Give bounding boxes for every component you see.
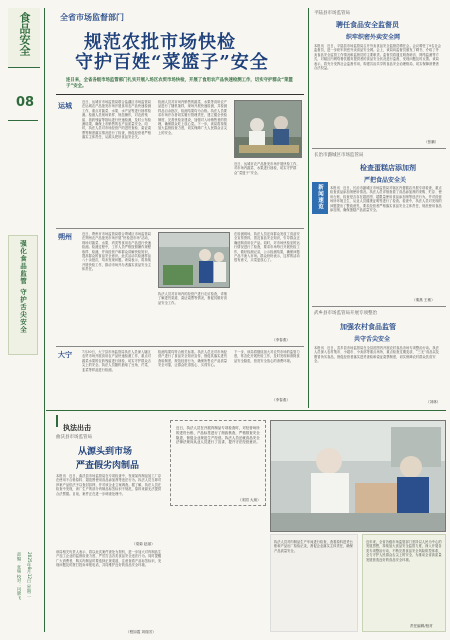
right-divider bbox=[308, 8, 309, 408]
right-rule-2 bbox=[312, 306, 446, 307]
law-quote-byline: （宋国 大朋） bbox=[238, 498, 261, 502]
section-rule bbox=[46, 410, 446, 411]
lead-body-col6: 在检测现场，执法人员还向群众发放了食品安全宣传资料，普及食品安全知识，引导群众正确选购食用农产品。同时，对市场快检室的运行情况进行了检查，要求市场每日开展快检工作，做好检测记录，公示检测结果，确保问题产品不流入市场。群众纷纷表示，这样的活动很有意义，买菜更放心了。 bbox=[234, 232, 300, 263]
byline-law-mid: （梁菊 赵丽） bbox=[132, 542, 155, 546]
right2-byline: （秦燕 王敏） bbox=[412, 298, 435, 302]
lead-intro: 连日来，全省各级市场监管部门扎实开展入场区农贸市场快检，开展了食用农产品快速检测工作，切实守护群众“菜篮子”安全。 bbox=[66, 78, 293, 89]
lead-kicker: 全省市场监督部门 bbox=[60, 13, 124, 22]
right2-body: 本报讯 近日，长治市潞城区市场监管局对辖区内蛋糕店开展专项检查，重点检查食品添加剂使用情况。执法人员详细查看了食品添加剂的采购、贮存、使用台账，检查是否存在超范围、超限量使用食品添加剂等违法行为，并对经营场所环境卫生、从业人员健康证明等进行了检查。检查中，执法人员对发现的问题提出了整改意见，要求经营者严格落实食品安全主体责任，规范使用食品添加剂，确保蛋糕产品质量安全。 bbox=[330, 186, 442, 213]
law-source: 曲沃县市场监管局 bbox=[56, 435, 92, 440]
region-label-1: 运城 bbox=[58, 102, 72, 110]
sidebar-note: 责任编辑/校对 bbox=[410, 624, 433, 628]
right-rule-1 bbox=[312, 148, 446, 149]
right2-title: 检查蛋糕店添加剂 bbox=[360, 164, 416, 172]
byline-1: （李春燕） bbox=[272, 338, 290, 342]
page-number: 08 bbox=[15, 95, 35, 110]
section-banner bbox=[8, 8, 40, 68]
region-label-3: 大宁 bbox=[58, 351, 72, 359]
inspection-lab-photo bbox=[271, 421, 446, 532]
margin-rule bbox=[8, 120, 38, 121]
right3-byline: （刘林） bbox=[426, 400, 441, 404]
right3-source: 武乡县市场监管局开展专项整治 bbox=[314, 311, 377, 316]
right3-subtitle: 共守舌尖安全 bbox=[354, 336, 391, 343]
market-photo bbox=[235, 101, 302, 158]
law-quote: 近日，执法人员在开展肉制品专项检查时，对经营场所的进货台账、产品标签进行了细致核查，严格排查安全隐患，督促企业规范生产经营。执法人员还就食品安全法律法规向从业人员进行了宣讲，提升守法经营意识。 bbox=[176, 426, 260, 445]
region-rule-1 bbox=[56, 228, 304, 229]
right3-body: 本报讯 近日，武乡县市场监管局在全县范围内开展农村食品市场专项整治行动。执法人员深入农村集市、小超市、小卖部等重点场所，重点检查过期变质、“三无”食品以及假冒伪劣食品，督促经营者落实进货查验和索证索票制度，切实保障农村群众饮食安全。 bbox=[314, 346, 440, 364]
vertical-slogan: 强化食品监管 守护舌尖安全 bbox=[8, 235, 38, 355]
lead-rule bbox=[56, 94, 304, 95]
byline-2: （李春燕） bbox=[272, 398, 290, 402]
bottom-caption: 执法人员对肉制品生产车间进行检查，查看原料进货台账和产品出厂检验记录，督促企业落实主体责任，确保产品质量安全。 bbox=[274, 540, 353, 553]
lead-body-col2: 检测人员对市场内销售的蔬菜、水果等食用农产品进行了随机抽样，现场开展快速检测，共检测样品百余批次，检测结果均为合格。执法人员要求市场开办者切实履行管理责任，建立健全快检制度，完善快检室建设，加强对入场销售者的管理，确保群众吃上放心菜。下一步，该局将持续加大监督检查力度，切实保障广大人民群众舌尖上的安全。 bbox=[158, 100, 228, 135]
region-label-2: 朔州 bbox=[58, 233, 72, 241]
right2-subtitle: 严把食品安全关 bbox=[364, 177, 407, 184]
law-body-col2: 该局相关负责人表示，将以此次案件查处为契机，进一步加大对肉制品生产加工企业的监督检查力度，严厉打击各类食品安全违法行为。同时提醒广大消费者，购买肉制品时要选择正规渠道，注意查看产品标签标识，发现问题及时拨打投诉举报电话，共同维护良好的食品安全环境。 bbox=[56, 550, 162, 568]
law-label: 执法出击 bbox=[63, 424, 91, 432]
lead-body-col8: 检测结果均符合相关标准。执法人员还对市场经营户进行了食品安全知识宣传，督促其落实进货查验制度，规范经营行为，确保所售农产品质量安全可靠，让群众吃得放心、买得安心。 bbox=[158, 350, 228, 368]
law-photo bbox=[270, 420, 446, 532]
lead-title-2: 守护百姓“菜篮子”安全 bbox=[75, 52, 269, 73]
lead-body-col1: 近日，运城市市场监管局联合盐湖区市场监管局在运城农产品批发市场开展食用农产品快速检测工作，重点对蔬菜、水果、水产品等进行抽样检测。检测人员现场采样、规范操作，对农药残留、兽药残留等指标进行快速检测，及时公布检测结果，确保上市销售的农产品质量安全。同时，执法人员对市场经营户的进货查验、索证索票等制度落实情况进行了检查，督促经营者严格落实主体责任，从源头把好食品安全关。 bbox=[82, 100, 152, 140]
right1-title: 聘任食品安全监督员 bbox=[336, 21, 399, 29]
lead-body-col9: 下一步，该局将继续加大对农贸市场的监管力度，常态化开展快检工作，及时发现和消除食品安全隐患，营造安全放心的消费环境。 bbox=[234, 350, 300, 363]
right2-source: 长治市潞城区市场监管局 bbox=[314, 153, 364, 158]
byline-law-end: （程如霞 刘瑞芳） bbox=[126, 630, 156, 634]
lead-body-col5: 执法人员对市场内的经营户进行走访检查，详细了解进货渠道、索证索票等情况，督促其做好食品安全工作。 bbox=[158, 292, 228, 305]
news-badge: 新闻速览 bbox=[312, 182, 328, 214]
law-title-2: 严查假劣肉制品 bbox=[76, 461, 140, 471]
inspection-photo bbox=[159, 233, 230, 288]
editor-info: 责编：张瑞 校对：闫晓飞 bbox=[17, 552, 22, 600]
section-title: 食品安全 bbox=[18, 12, 31, 56]
right1-byline: （张鹏） bbox=[424, 140, 439, 144]
region-rule-2 bbox=[56, 346, 304, 347]
lead-photo-2 bbox=[158, 232, 230, 288]
info-box-text: 近年来，全省各级市场监管部门坚持以人民为中心的发展思想，持续加大食品安全监管力度，深入开展各类专项整治行动，不断完善食品安全风险防控体系，全力守护人民群众舌尖上的安全，为推动全省高质量发展营造良好的食品安全环境。 bbox=[366, 540, 442, 562]
lead-photo-1 bbox=[234, 100, 302, 158]
lead-body-col4: 近日，朔州市市场监管局联合朔城区市场监管局在朔州农产品批发市场开展“快检进市场”活动，现场对蔬菜、水果、肉类等食用农产品进行快速检测。检测过程中，工作人员严格按照操作规程取样、检测，并向经营户和群众讲解快检知识，提高群众的食品安全意识。此次活动共检测样品八十余批次，均未发现问题。该局表示，将持续开展快检工作，推动市场开办者落实食品安全主体责任。 bbox=[82, 232, 152, 272]
law-title-1: 从源头到市场 bbox=[78, 447, 133, 457]
lead-body-col3: 近日，运城市农产品批发市场开展快检工作，对市场内蔬菜、水果进行抽检，切实守护群众“菜篮子”安全。 bbox=[234, 162, 300, 175]
right1-subtitle: 织牢织密外卖安全网 bbox=[346, 34, 401, 41]
dateline: 2025年8月12日 星期二 bbox=[27, 552, 32, 598]
margin-divider bbox=[44, 8, 45, 632]
lead-title-1: 规范农批市场快检 bbox=[84, 32, 236, 53]
law-label-box bbox=[56, 415, 108, 432]
right1-source: 平陆县市场监管局 bbox=[314, 11, 350, 16]
right1-body: 本报讯 近日，平陆县市场监管局召开外卖食品安全监督员聘任会。会议聘任了9名社会监督员，进一步织牢织密外卖食品安全网。会上，该局向监督员颁发了聘书，介绍了外卖食品安全监管工作情况和监督员的主要职责。监督员将通过明查暗访、网络监测等方式，对辖区内网络餐饮服务提供者的食品安全状况进行监督，发现问题及时反馈。该局表示，将充分发挥社会监督作用，构建共治共享的食品安全治理格局，切实保障消费者合法权益。 bbox=[314, 44, 442, 71]
law-body-col1: 本报讯 近日，曲沃县市场监管局在专项检查中，发现某肉制品加工厂存在使用不合格原料、超范围使用食品添加剂等违法行为。执法人员当即对涉案产品依法予以查封扣押，并对该企业立案调查。据了解，执法人员在检查中发现，该厂生产的部分肉制品标签标识不规范，原料来源无法提供合法票据。目前，案件正在进一步调查处理中。 bbox=[56, 474, 162, 496]
lead-body-col7: 7月30日，大宁县市场监管局执法人员深入辖区农贸市场开展食用农产品快速检测工作，重点对蔬菜水果的农药残留进行抽检，切实守护群众舌尖上的安全。执法人员随机抽取了豆角、芹菜、韭菜等样品进行检测。 bbox=[82, 350, 152, 372]
right3-title: 加强农村食品监管 bbox=[340, 323, 396, 331]
